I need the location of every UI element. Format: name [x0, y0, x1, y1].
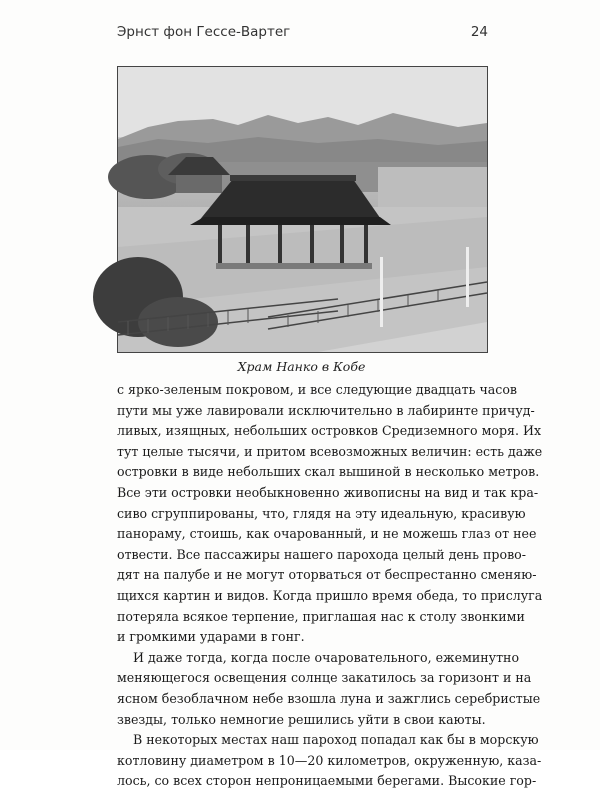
body-text [117, 380, 543, 792]
photo-illustration [118, 67, 487, 352]
text-line: с ярко-зеленым покровом, и все следующие двадцать часов [117, 382, 518, 397]
text-line: лось, со всех сторон непроницаемыми берегами. Высокие гор- [117, 773, 537, 789]
running-header [117, 24, 488, 48]
text-line: меняющегося освещения солнце закатилось за горизонт и на [117, 670, 532, 686]
text-line: пути мы уже лавировали исключительно в лабиринте причуд- [117, 402, 535, 418]
text-line: котловину диаметром в 10—20 километров, окруженную, каза- [117, 752, 542, 768]
text-line: сиво сгруппированы, что, глядя на эту идеальную, красивую [117, 505, 526, 521]
text-line: ливых, изящных, небольших островков Средиземного моря. Их [117, 423, 542, 439]
text-line: отвести. Все пассажиры нашего парохода целый день прово- [117, 546, 527, 562]
text-line: ясном безоблачном небе взошла луна и зажглись серебристые [117, 690, 541, 706]
text-line: панораму, стоишь, как очарованный, и не можешь глаз от нее [117, 526, 537, 542]
text-line: потеряла всякое терпение, приглашая нас к столу звонкими [117, 608, 525, 624]
page-number: 24 [470, 24, 488, 40]
text-line: И даже тогда, когда после очаровательного, ежеминутно [133, 649, 520, 665]
text-line: звезды, только немногие решились уйти в свои каюты. [117, 711, 486, 727]
text-line: Все эти островки необыкновенно живописны на вид и так кра- [117, 484, 539, 500]
text-line: и громкими ударами в гонг. [117, 629, 305, 645]
text-line: В некоторых местах наш пароход попадал как бы в морскую [133, 732, 539, 748]
text-line: островки в виде небольших скал вышиной в несколько метров. [117, 464, 540, 480]
text-line: дят на палубе и не могут оторваться от беспрестанно сменяю- [117, 567, 537, 583]
temple-photograph [117, 66, 488, 353]
author-name: Эрнст фон Гессе-Вартег [117, 24, 291, 40]
text-line: щихся картин и видов. Когда пришло время обеда, то прислуга [117, 587, 543, 603]
text-line: тут целые тысячи, и притом всевозможных величин: есть даже [117, 443, 543, 459]
figure-caption: Храм Нанко в Кобе [237, 359, 366, 374]
